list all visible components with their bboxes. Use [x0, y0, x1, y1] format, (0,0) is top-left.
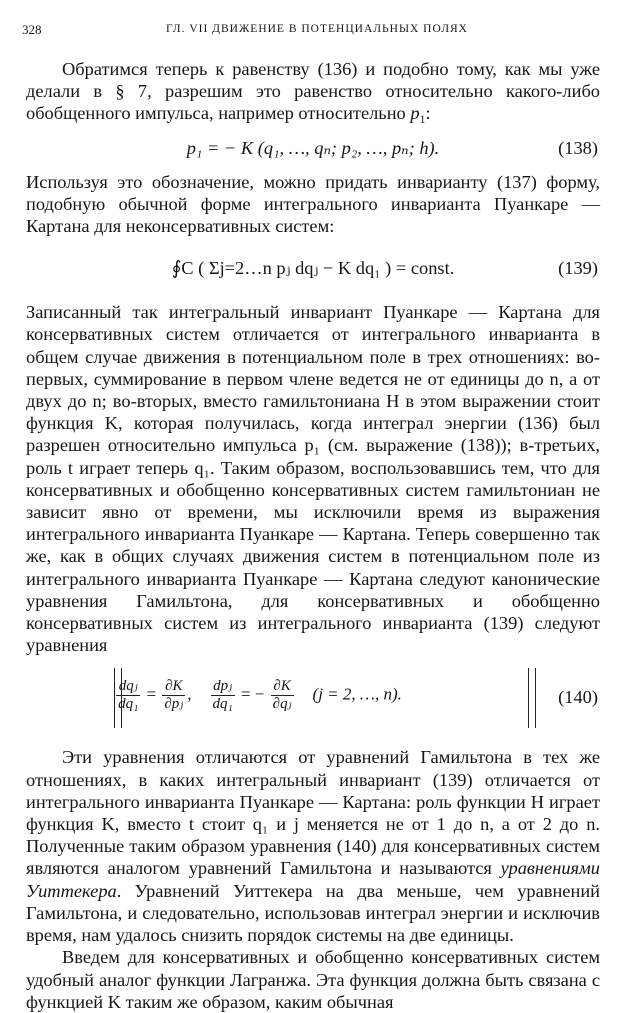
- paragraph-1-subscript: 1: [419, 112, 426, 127]
- paragraph-1: [26, 58, 600, 125]
- equation-139-number: (139): [558, 258, 598, 279]
- paragraph-4-end: . Уравнений Уиттекера на два меньше, чем уравнений Гамильтона, и следовательно, использовав интеграл энергии и исключив время, нам удалось снизить порядок системы на две единицы.: [26, 880, 600, 946]
- paragraph-2: Используя это обозначение, можно придать инварианту (137) форму, подобную обычной форме интегрального инварианта Пуанкаре — Картана для неконсервативных систем:: [26, 171, 600, 237]
- whittaker-equations-term: уравнениями Уиттекера: [26, 858, 600, 901]
- equation-138-number: (138): [558, 137, 598, 158]
- paragraph-4: [26, 746, 600, 946]
- fraction-dk-dqj: $\frac{\partial K}{\text{∂qⱼ}}$: [272, 678, 292, 713]
- equation-139-formula: ∮C ( Σj=2…n pⱼ dqⱼ − K dq₁ ) = const.: [171, 258, 455, 279]
- equation-140-formula: $\frac{\text{dqⱼ}}{\text{dq₁}}$ = $\frac{\partial K}{\text{∂pⱼ}}$ , $\frac{\text{dpⱼ}}{\text{dq₁}}$ = − $\frac{\partial K}{\text{∂qⱼ}}$ (j = 2, …, n).: [118, 678, 402, 713]
- fraction-dk-dpj: $\frac{\partial K}{\text{∂pⱼ}}$: [164, 678, 184, 713]
- paragraph-5: Введем для консервативных и обобщенно консервативных систем удобный аналог функции Лагранжа. Эта функция должна быть связана с функцией K таким же образом, каким обычная: [26, 947, 600, 1012]
- equals-minus-sign: = −: [240, 684, 265, 704]
- paragraph-1-text: Обратимся теперь к равенству (136) и подобно тому, как мы уже делали в § 7, разрешим это равенство относительно какого-либо обобщенного импульса, например относительно: [26, 59, 600, 124]
- running-title: ГЛ. VII ДВИЖЕНИЕ В ПОТЕНЦИАЛЬНЫХ ПОЛЯХ: [166, 23, 468, 35]
- equation-140-number: (140): [558, 687, 598, 708]
- page-number: 328: [22, 22, 42, 37]
- equation-138-formula: p₁ = − K (q₁, …, qₙ; p₂, …, pₙ; h).: [186, 137, 440, 158]
- fraction-dqj-dq1: $\frac{\text{dqⱼ}}{\text{dq₁}}$: [118, 678, 139, 713]
- paragraph-3: Записанный так интегральный инвариант Пуанкаре — Картана для консервативных систем отличается от интегрального инварианта в общем случае движения в потенциальном поле в трех отношениях: во-первых, суммирование в первом члене ведется не от единицы до n, а от двух до n; во-вторых, вместо гамильтониана H в этом выражении стоит функция K, которая получилась, когда интеграл энергии (136) был разрешен относительно импульса p₁ (см. выражение (138)); в-третьих, роль t играет теперь q₁. Таким образом, воспользовавшись тем, что для консервативных и обобщенно консервативных систем гамильтониан не зависит явно от времени, мы исключили время из выражения интегрального инварианта Пуанкаре — Картана. Теперь совершенно так же, как в общих случаях движения систем в потенциальном поле из интегрального инварианта Пуанкаре — Картана следуют канонические уравнения Гамильтона, для консервативных и обобщенно консервативных систем из интегрального инварианта (139) следуют уравнения: [26, 302, 600, 656]
- index-range: (j = 2, …, n).: [312, 684, 402, 704]
- equation-140: [26, 666, 600, 732]
- equation-139: [26, 243, 600, 295]
- paragraph-1-end: :: [425, 103, 431, 124]
- equals-sign: =: [146, 684, 157, 704]
- fraction-dpj-dq1: $\frac{\text{dpⱼ}}{\text{dq₁}}$: [212, 678, 233, 713]
- paragraph-4-text: Эти уравнения отличаются от уравнений Гамильтона в тех же отношениях, в каких интегральный инвариант (139) отличается от интегрального инварианта Пуанкаре — Картана: роль функции H играет функция K, вместо t стоит q₁ и j меняется не от 1 до n, а от 2 до n. Полученные таким образом уравнения (140) для консервативных систем являются аналогом уравнений Гамильтона и называются: [26, 747, 600, 879]
- page-body: [26, 58, 600, 1013]
- equation-138: [26, 129, 600, 169]
- page-header: [22, 22, 612, 42]
- paragraph-1-symbol: p: [410, 103, 420, 124]
